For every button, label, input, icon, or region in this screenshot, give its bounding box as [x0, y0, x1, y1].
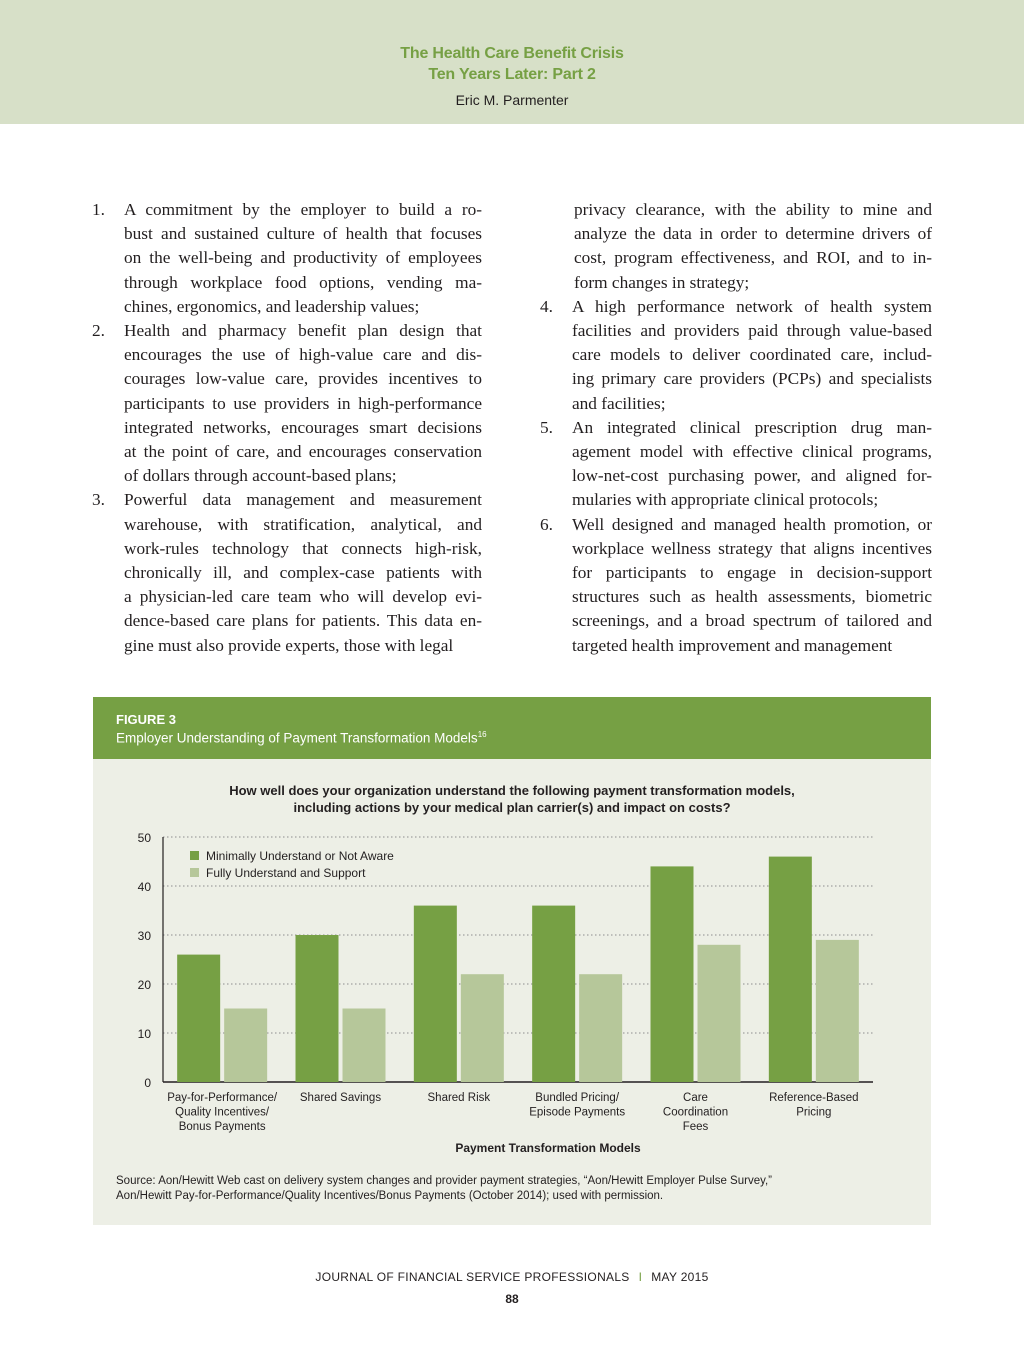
- item-text-line: warehouse, with stratification, analytical, and: [124, 514, 482, 534]
- figure-caption: [116, 730, 487, 746]
- x-tick-label: Care Coordination Fees: [662, 1092, 729, 1133]
- chart-question: [93, 782, 931, 816]
- figure-caption-text: Employer Understanding of Payment Transformation Models: [116, 730, 478, 746]
- article-title: The Health Care Benefit Crisis: [400, 45, 624, 62]
- item-number: 1.: [92, 200, 105, 219]
- item-text-line: care models to deliver coordinated care, includ-: [572, 345, 932, 365]
- item-text-line: targeted health improvement and management: [572, 635, 893, 655]
- item-text-line: integrated networks, encourages smart decisions: [124, 417, 482, 437]
- bar-minimally-understand: [532, 906, 575, 1082]
- item-text-line: agement model with effective clinical programs,: [572, 442, 932, 462]
- y-tick-label: 50: [137, 831, 151, 845]
- item-number: 5.: [540, 417, 553, 437]
- y-tick-label: 0: [144, 1076, 151, 1090]
- item-text-line: on the well-being and productivity of employees: [124, 248, 482, 268]
- item-number: 3.: [92, 490, 105, 510]
- y-tick-label: 20: [137, 978, 151, 992]
- item-text-line: courages low-value care, provides incentives to: [124, 369, 482, 389]
- item-text-line: work-rules technology that connects high-risk,: [124, 538, 482, 558]
- source-line: Source: Aon/Hewitt Web cast on delivery system changes and provider payment strategies, “Aon/Hewitt Employer Pulse Survey,”: [116, 1175, 773, 1187]
- item-text-line: privacy clearance, with the ability to mine and: [574, 200, 932, 219]
- item-text-line: at the point of care, and encourages conservation: [124, 442, 482, 462]
- numbered-item: [92, 319, 482, 488]
- item-text-line: screenings, and a broad spectrum of tailored and: [572, 611, 932, 631]
- item-text-line: form changes in strategy;: [574, 272, 750, 292]
- figure-header: [93, 697, 931, 759]
- article-subtitle: Ten Years Later: Part 2: [428, 66, 596, 83]
- x-tick-label: Reference-Based Pricing: [769, 1092, 859, 1119]
- numbered-item: [540, 513, 932, 658]
- article-author: Eric M. Parmenter: [455, 92, 569, 108]
- item-text-line: Health and pharmacy benefit plan design that: [124, 321, 482, 341]
- x-axis-title: Payment Transformation Models: [455, 1141, 641, 1155]
- x-tick-label: Shared Risk: [427, 1092, 491, 1104]
- item-number: 2.: [92, 321, 105, 341]
- legend-label: Fully Understand and Support: [206, 866, 366, 880]
- item-text-line: An integrated clinical prescription drug man-: [572, 417, 932, 437]
- bar-minimally-understand: [177, 955, 220, 1082]
- numbered-item: [540, 295, 932, 416]
- item-text-line: of dollars through account-based plans;: [124, 466, 397, 486]
- bar-fully-understand: [224, 1009, 267, 1083]
- item-continuation: [540, 198, 932, 295]
- item-text-line: A commitment by the employer to build a ro-: [124, 200, 482, 219]
- item-text-line: A high performance network of health system: [572, 296, 932, 316]
- item-text-line: for participants to engage in decision-support: [572, 563, 932, 583]
- item-text-line: bust and sustained culture of health that focuses: [124, 224, 482, 244]
- bar-fully-understand: [461, 974, 504, 1082]
- numbered-item: [92, 488, 482, 657]
- item-number: 4.: [540, 296, 553, 316]
- item-text-line: structures such as health assessments, biometric: [572, 587, 932, 607]
- numbered-item: [92, 198, 482, 319]
- bar-fully-understand: [343, 1009, 386, 1083]
- bar-minimally-understand: [769, 857, 812, 1082]
- page-number: 88: [505, 1292, 519, 1306]
- item-text-line: ing primary care providers (PCPs) and specialists: [572, 369, 932, 389]
- source-line: Aon/Hewitt Pay-for-Performance/Quality Incentives/Bonus Payments (October 2014); used with permission.: [116, 1190, 664, 1202]
- bar-chart: [93, 827, 931, 1167]
- journal-name: JOURNAL OF FINANCIAL SERVICE PROFESSIONALS: [315, 1270, 630, 1284]
- x-tick-label: Bundled Pricing/ Episode Payments: [529, 1092, 626, 1119]
- numbered-item: [540, 416, 932, 513]
- item-text-line: dence-based care plans for patients. This data en-: [124, 611, 482, 631]
- bar-fully-understand: [816, 940, 859, 1082]
- chart-question-line: How well does your organization understand the following payment transformation models,: [229, 783, 795, 798]
- item-text-line: low-net-cost purchasing power, and aligned for-: [572, 466, 932, 486]
- footer-separator: I: [638, 1270, 643, 1284]
- item-text-line: a physician-led care team who will develop evi-: [124, 587, 482, 607]
- y-tick-label: 30: [137, 929, 151, 943]
- legend-swatch: [190, 851, 199, 860]
- item-text-line: and facilities;: [572, 393, 666, 413]
- legend-label: Minimally Understand or Not Aware: [206, 849, 394, 863]
- bar-fully-understand: [698, 945, 741, 1082]
- x-tick-label: Pay-for-Performance/ Quality Incentives/ Bonus Payments: [167, 1092, 278, 1133]
- legend-swatch: [190, 868, 199, 877]
- y-tick-label: 40: [137, 880, 151, 894]
- bar-minimally-understand: [296, 935, 339, 1082]
- item-text-line: workplace wellness strategy that aligns incentives: [572, 538, 932, 558]
- issue-date: MAY 2015: [651, 1270, 709, 1284]
- item-text-line: cost, program effectiveness, and ROI, and to in-: [574, 248, 932, 268]
- bar-minimally-understand: [414, 906, 457, 1082]
- item-text-line: gine must also provide experts, those with legal: [124, 635, 454, 655]
- bar-minimally-understand: [651, 866, 694, 1082]
- bar-fully-understand: [579, 974, 622, 1082]
- y-tick-label: 10: [137, 1027, 151, 1041]
- item-text-line: chines, ergonomics, and leadership values;: [124, 296, 420, 316]
- page-footer: [0, 1270, 1024, 1284]
- item-text-line: participants to use providers in high-performance: [124, 393, 482, 413]
- chart-question-line: including actions by your medical plan carrier(s) and impact on costs?: [293, 800, 731, 815]
- right-column: [540, 198, 932, 658]
- figure-label: FIGURE 3: [116, 712, 176, 727]
- item-text-line: chronically ill, and complex-case patients with: [124, 563, 482, 583]
- figure-source: [116, 1174, 906, 1204]
- item-text-line: through workplace food options, vending ma-: [124, 272, 482, 292]
- item-text-line: Well designed and managed health promotion, or: [572, 514, 932, 534]
- item-text-line: mularies with appropriate clinical protocols;: [572, 490, 879, 510]
- item-text-line: facilities and providers paid through value-based: [572, 321, 932, 341]
- footnote-ref: 16: [477, 730, 487, 739]
- item-text-line: analyze the data in order to determine drivers of: [574, 224, 932, 244]
- x-tick-label: Shared Savings: [299, 1092, 382, 1104]
- item-text-line: encourages the use of high-value care and dis-: [124, 345, 482, 365]
- item-text-line: Powerful data management and measurement: [124, 490, 482, 510]
- item-number: 6.: [540, 514, 553, 534]
- left-column: [92, 198, 482, 658]
- figure-3: [93, 697, 931, 1225]
